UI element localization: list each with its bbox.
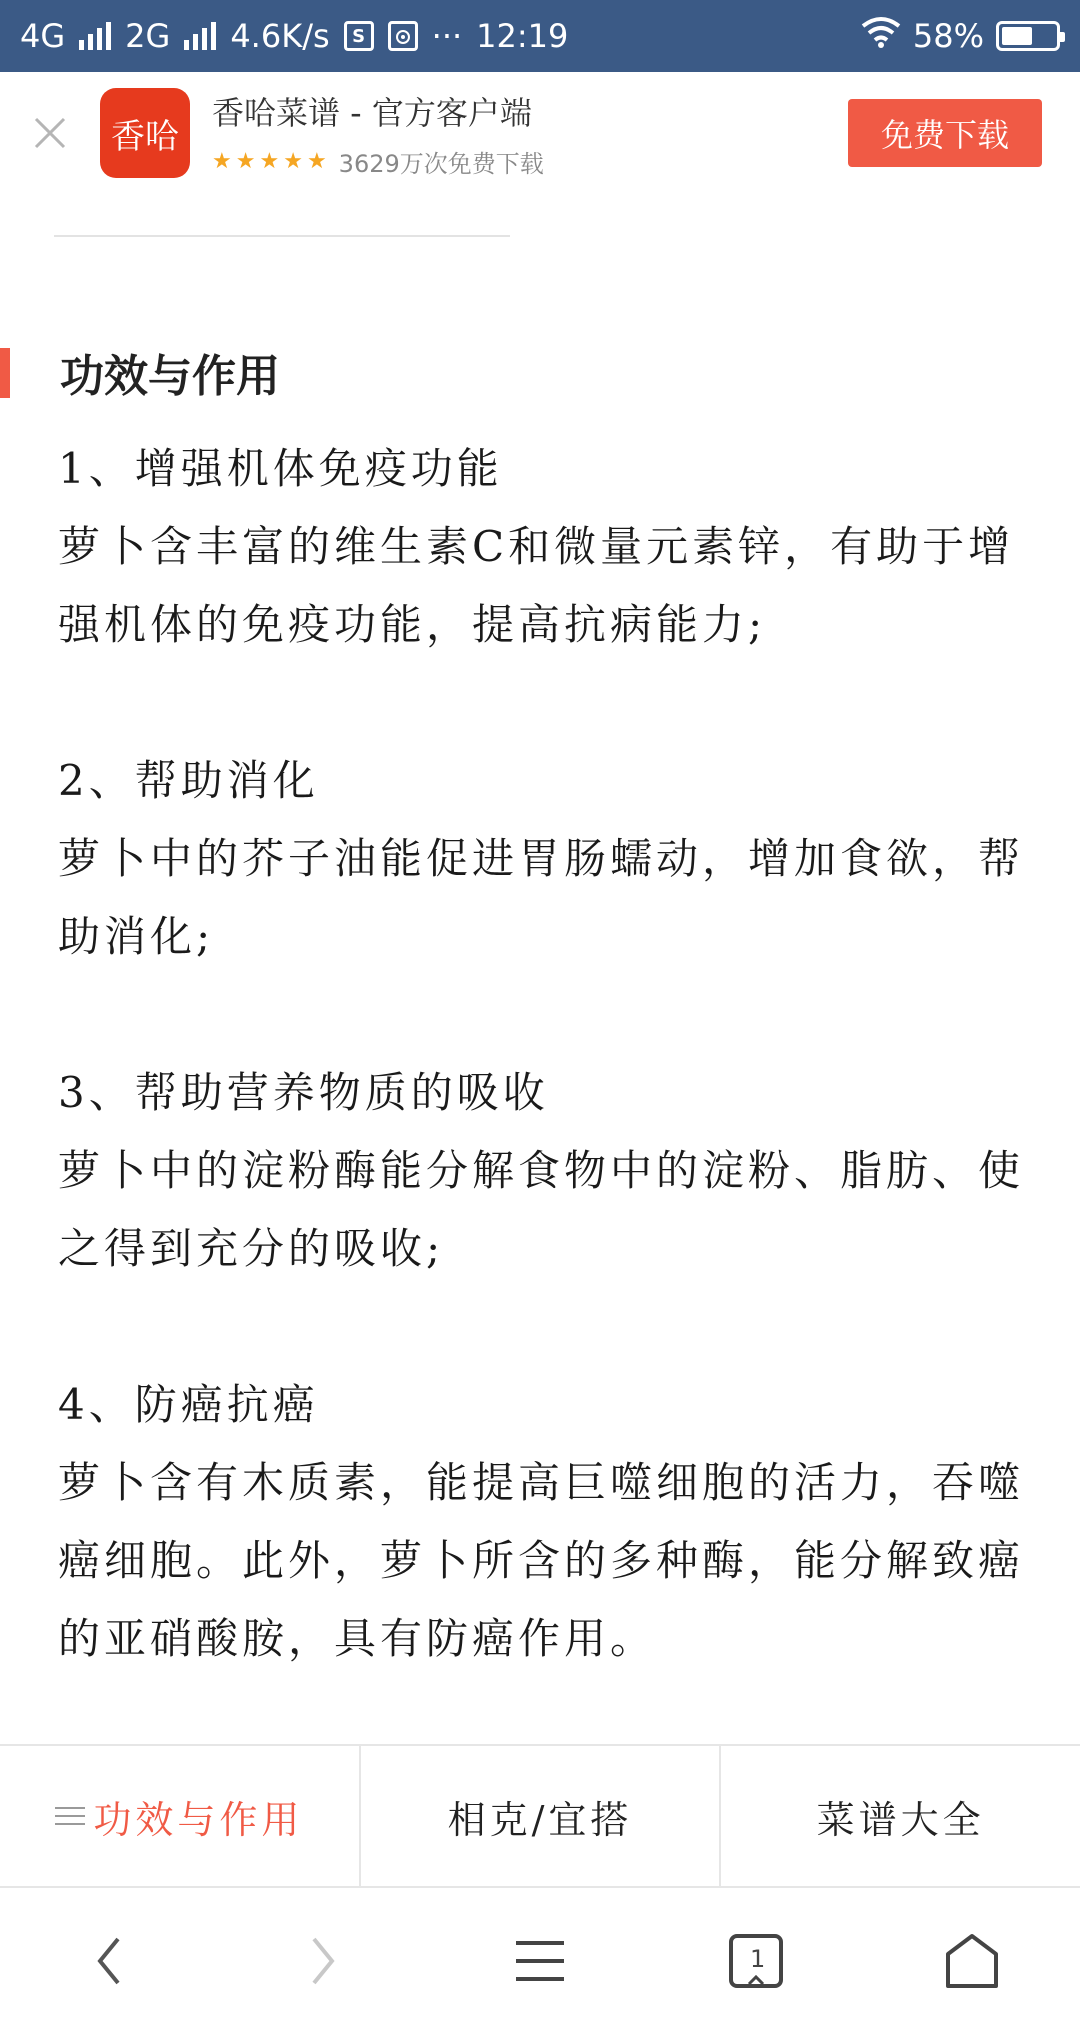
chevron-left-icon xyxy=(88,1931,128,1991)
app-logo[interactable]: 香哈 xyxy=(100,88,190,178)
forward-button[interactable] xyxy=(264,1901,384,2021)
hamburger-icon xyxy=(514,1937,566,1985)
app-rating xyxy=(212,144,544,179)
app-name: 香哈菜谱 - 官方客户端 xyxy=(212,93,532,132)
item-body: 萝卜中的淀粉酶能分解食物中的淀粉、脂肪、使之得到充分的吸收; xyxy=(58,1146,1025,1273)
signal-icon-2 xyxy=(184,22,216,50)
battery-percent: 58% xyxy=(912,17,984,55)
tabs-button[interactable] xyxy=(696,1901,816,2021)
s-app-icon: S xyxy=(344,21,374,51)
status-bar xyxy=(0,0,1080,72)
tab-label: 相克/宜搭 xyxy=(447,1797,633,1842)
app-info xyxy=(212,88,544,179)
tab-pairing[interactable] xyxy=(361,1746,722,1886)
status-left xyxy=(20,17,568,55)
list-item xyxy=(58,1366,1028,1678)
menu-lines-icon xyxy=(55,1807,85,1825)
clock: 12:19 xyxy=(476,17,569,55)
item-title: 2、帮助消化 xyxy=(58,756,319,805)
list-item xyxy=(58,430,1028,664)
star-icon: ★ xyxy=(212,148,232,174)
more-notifications-dots: ··· xyxy=(431,17,463,55)
tab-label: 菜谱大全 xyxy=(816,1797,985,1842)
tab-label: 功效与作用 xyxy=(93,1797,304,1842)
close-banner-button[interactable] xyxy=(0,72,100,194)
star-icon: ★ xyxy=(235,148,256,174)
item-title: 1、增强机体免疫功能 xyxy=(58,444,503,493)
item-body: 萝卜含丰富的维生素C和微量元素锌，有助于增强机体的免疫功能，提高抗病能力; xyxy=(58,522,1015,649)
chevron-right-icon xyxy=(304,1931,344,1991)
weibo-icon xyxy=(388,21,418,51)
battery-icon xyxy=(996,21,1060,51)
section-marker xyxy=(0,348,10,398)
item-title: 4、防癌抗癌 xyxy=(58,1380,319,1429)
list-item xyxy=(58,1054,1028,1288)
network-2g-label: 2G xyxy=(125,17,171,55)
back-button[interactable] xyxy=(48,1901,168,2021)
browser-nav-bar xyxy=(0,1888,1080,2034)
home-icon xyxy=(942,1932,1002,1990)
star-icon: ★ xyxy=(306,148,327,174)
free-download-button[interactable]: 免费下载 xyxy=(848,99,1042,167)
status-right xyxy=(861,16,1060,56)
star-icon: ★ xyxy=(283,148,303,174)
menu-button[interactable] xyxy=(480,1901,600,2021)
item-title: 3、帮助营养物质的吸收 xyxy=(58,1068,549,1117)
tab-count: 1 xyxy=(750,1945,766,1973)
divider xyxy=(54,235,510,237)
tab-effects[interactable] xyxy=(0,1746,361,1886)
item-body: 萝卜中的芥子油能促进胃肠蠕动，增加食欲，帮助消化; xyxy=(58,834,1025,961)
download-count: 3629万次免费下载 xyxy=(338,149,544,178)
battery-fill xyxy=(1002,27,1032,45)
item-body: 萝卜含有木质素，能提高巨噬细胞的活力，吞噬癌细胞。此外，萝卜所含的多种酶，能分解致癌的亚硝酸胺，具有防癌作用。 xyxy=(58,1458,1025,1663)
network-speed: 4.6K/s xyxy=(230,17,330,55)
article-content xyxy=(58,430,1028,1756)
list-item xyxy=(58,742,1028,976)
tab-recipes[interactable] xyxy=(721,1746,1080,1886)
wifi-icon xyxy=(861,16,901,56)
bottom-tab-bar xyxy=(0,1744,1080,1888)
home-button[interactable] xyxy=(912,1901,1032,2021)
app-download-banner xyxy=(0,72,1080,194)
star-icon: ★ xyxy=(259,148,280,174)
signal-icon xyxy=(79,22,111,50)
section-title: 功效与作用 xyxy=(60,351,280,402)
network-4g-label: 4G xyxy=(20,17,66,55)
close-icon xyxy=(32,115,68,151)
